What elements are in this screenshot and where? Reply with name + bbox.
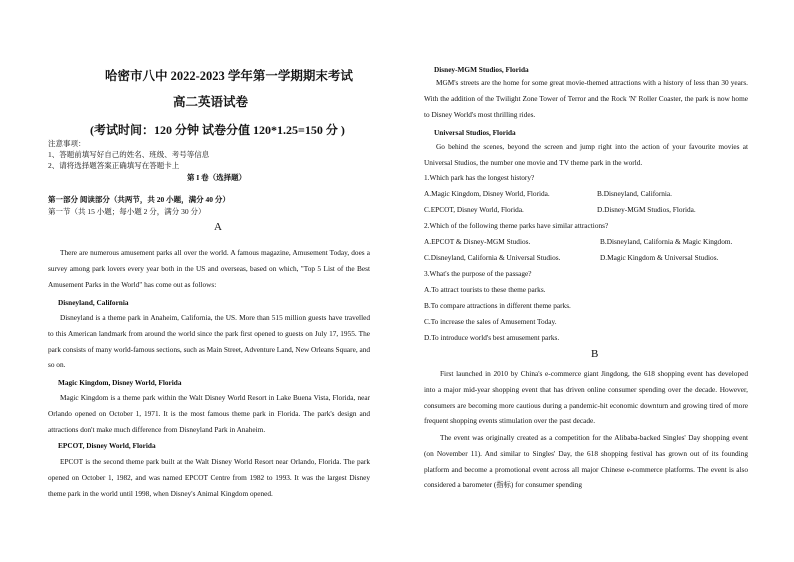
question-1-option-c: C.EPCOT, Disney World, Florida. — [424, 205, 524, 214]
park-5-text: Go behind the scenes, beyond the screen and jump right into the action of your favourite movies at Universal Studios, the number one movie and TV theme park in the world. — [424, 142, 748, 167]
question-1-option-a: A.Magic Kingdom, Disney World, Florida. — [424, 189, 550, 198]
question-2-option-b: B.Disneyland, California & Magic Kingdom. — [600, 237, 733, 246]
section-heading: 第一节（共 15 小题；每小题 2 分，满分 30 分） — [48, 207, 206, 216]
part-heading: 第一部分 阅读部分（共两节，共 20 小题，满分 40 分） — [48, 195, 230, 204]
volume-heading: 第 I 卷（选择题） — [187, 173, 247, 182]
question-3-option-d: D.To introduce world's best amusement parks. — [424, 333, 560, 342]
note-1: 1、答题前填写好自己的姓名、班级、考号等信息 — [48, 150, 210, 159]
question-2-option-d: D.Magic Kingdom & Universal Studios. — [600, 253, 719, 262]
question-2: 2.Which of the following theme parks have similar attractions? — [424, 221, 609, 230]
question-1-option-b: B.Disneyland, California. — [597, 189, 672, 198]
passage-a-letter: A — [214, 221, 222, 233]
question-2-option-a: A.EPCOT & Disney-MGM Studios. — [424, 237, 531, 246]
notes-label: 注意事项： — [48, 139, 86, 148]
question-1: 1.Which park has the longest history? — [424, 173, 535, 182]
question-3-option-b: B.To compare attractions in different theme parks. — [424, 301, 571, 310]
exam-title: 哈密市八中 2022-2023 学年第一学期期末考试 — [105, 69, 353, 83]
exam-info: (考试时间：120 分钟 试卷分值 120*1.25=150 分 ) — [90, 123, 345, 137]
question-3: 3.What's the purpose of the passage? — [424, 269, 532, 278]
park-1-heading: Disneyland, California — [58, 298, 129, 307]
question-1-option-d: D.Disney-MGM Studios, Florida. — [597, 205, 696, 214]
park-4-text: MGM's streets are the home for some great movie-themed attractions with a history of less than 30 years. With the addition of the Twilight Zone Tower of Terror and the Rock 'N' Roller Coaster, the park is now home to Disney World's most thrilling rides. — [424, 78, 748, 119]
park-5-heading: Universal Studios, Florida — [434, 128, 516, 137]
passage-a-intro: There are numerous amusement parks all over the world. A famous magazine, Amusement Today, does a survey among park lovers every year both in the US and overseas, based on which, "Top 5 List of the Best Amusement Parks in the World" has come out as follows: — [48, 248, 370, 289]
passage-b-paragraph-2: The event was originally created as a competition for the Alibaba-backed Singles' Day shopping event (on November 11). And similar to Singles' Day, the 618 shopping festival has grown out of its founding platform and become a promotional event across all major Chinese e-commerce platforms. The event is also considered a barometer (指标) for consumer spending — [424, 433, 748, 490]
park-3-heading: EPCOT, Disney World, Florida — [58, 441, 156, 450]
park-1-text: Disneyland is a theme park in Anaheim, California, the US. More than 515 million guests have travelled to this American landmark from around the world since the park first opened to guests on July 17, 1955. The park consists of many world-famous sections, such as Main Street, Adventure Land, New Orleans Square, and so on. — [48, 313, 370, 370]
question-3-option-c: C.To increase the sales of Amusement Today. — [424, 317, 557, 326]
park-2-text: Magic Kingdom is a theme park within the Walt Disney World Resort in Lake Buena Vista, Florida, near Orlando opened on October 1, 1971. It is the most famous theme park in Florida. The park's design and attractions don't make much difference from Disneyland Park in Anaheim. — [48, 393, 370, 434]
passage-b-letter: B — [591, 348, 599, 360]
exam-subtitle: 高二英语试卷 — [173, 95, 249, 109]
question-2-option-c: C.Disneyland, California & Universal Studios. — [424, 253, 561, 262]
passage-b-paragraph-1: First launched in 2010 by China's e-commerce giant Jingdong, the 618 shopping event has developed into a major mid-year shopping event that has driven online consumer spending over the decade. However, consumers are becoming more cautious during a pandemic-hit economic downturn and growing tired of more frequent shopping events stimulation over the past decade. — [424, 369, 748, 426]
park-2-heading: Magic Kingdom, Disney World, Florida — [58, 378, 182, 387]
note-2: 2、请将选择题答案正确填写在答题卡上 — [48, 161, 180, 170]
park-4-heading: Disney-MGM Studios, Florida — [434, 65, 529, 74]
question-3-option-a: A.To attract tourists to these theme parks. — [424, 285, 546, 294]
park-3-text: EPCOT is the second theme park built at the Walt Disney World Resort near Orlando, Florida. The park opened on October 1, 1982, and was named EPCOT Centre from 1982 to 1993. It was the largest Disney theme park in the world until 1998, when Disney's Animal Kingdom opened. — [48, 457, 370, 498]
